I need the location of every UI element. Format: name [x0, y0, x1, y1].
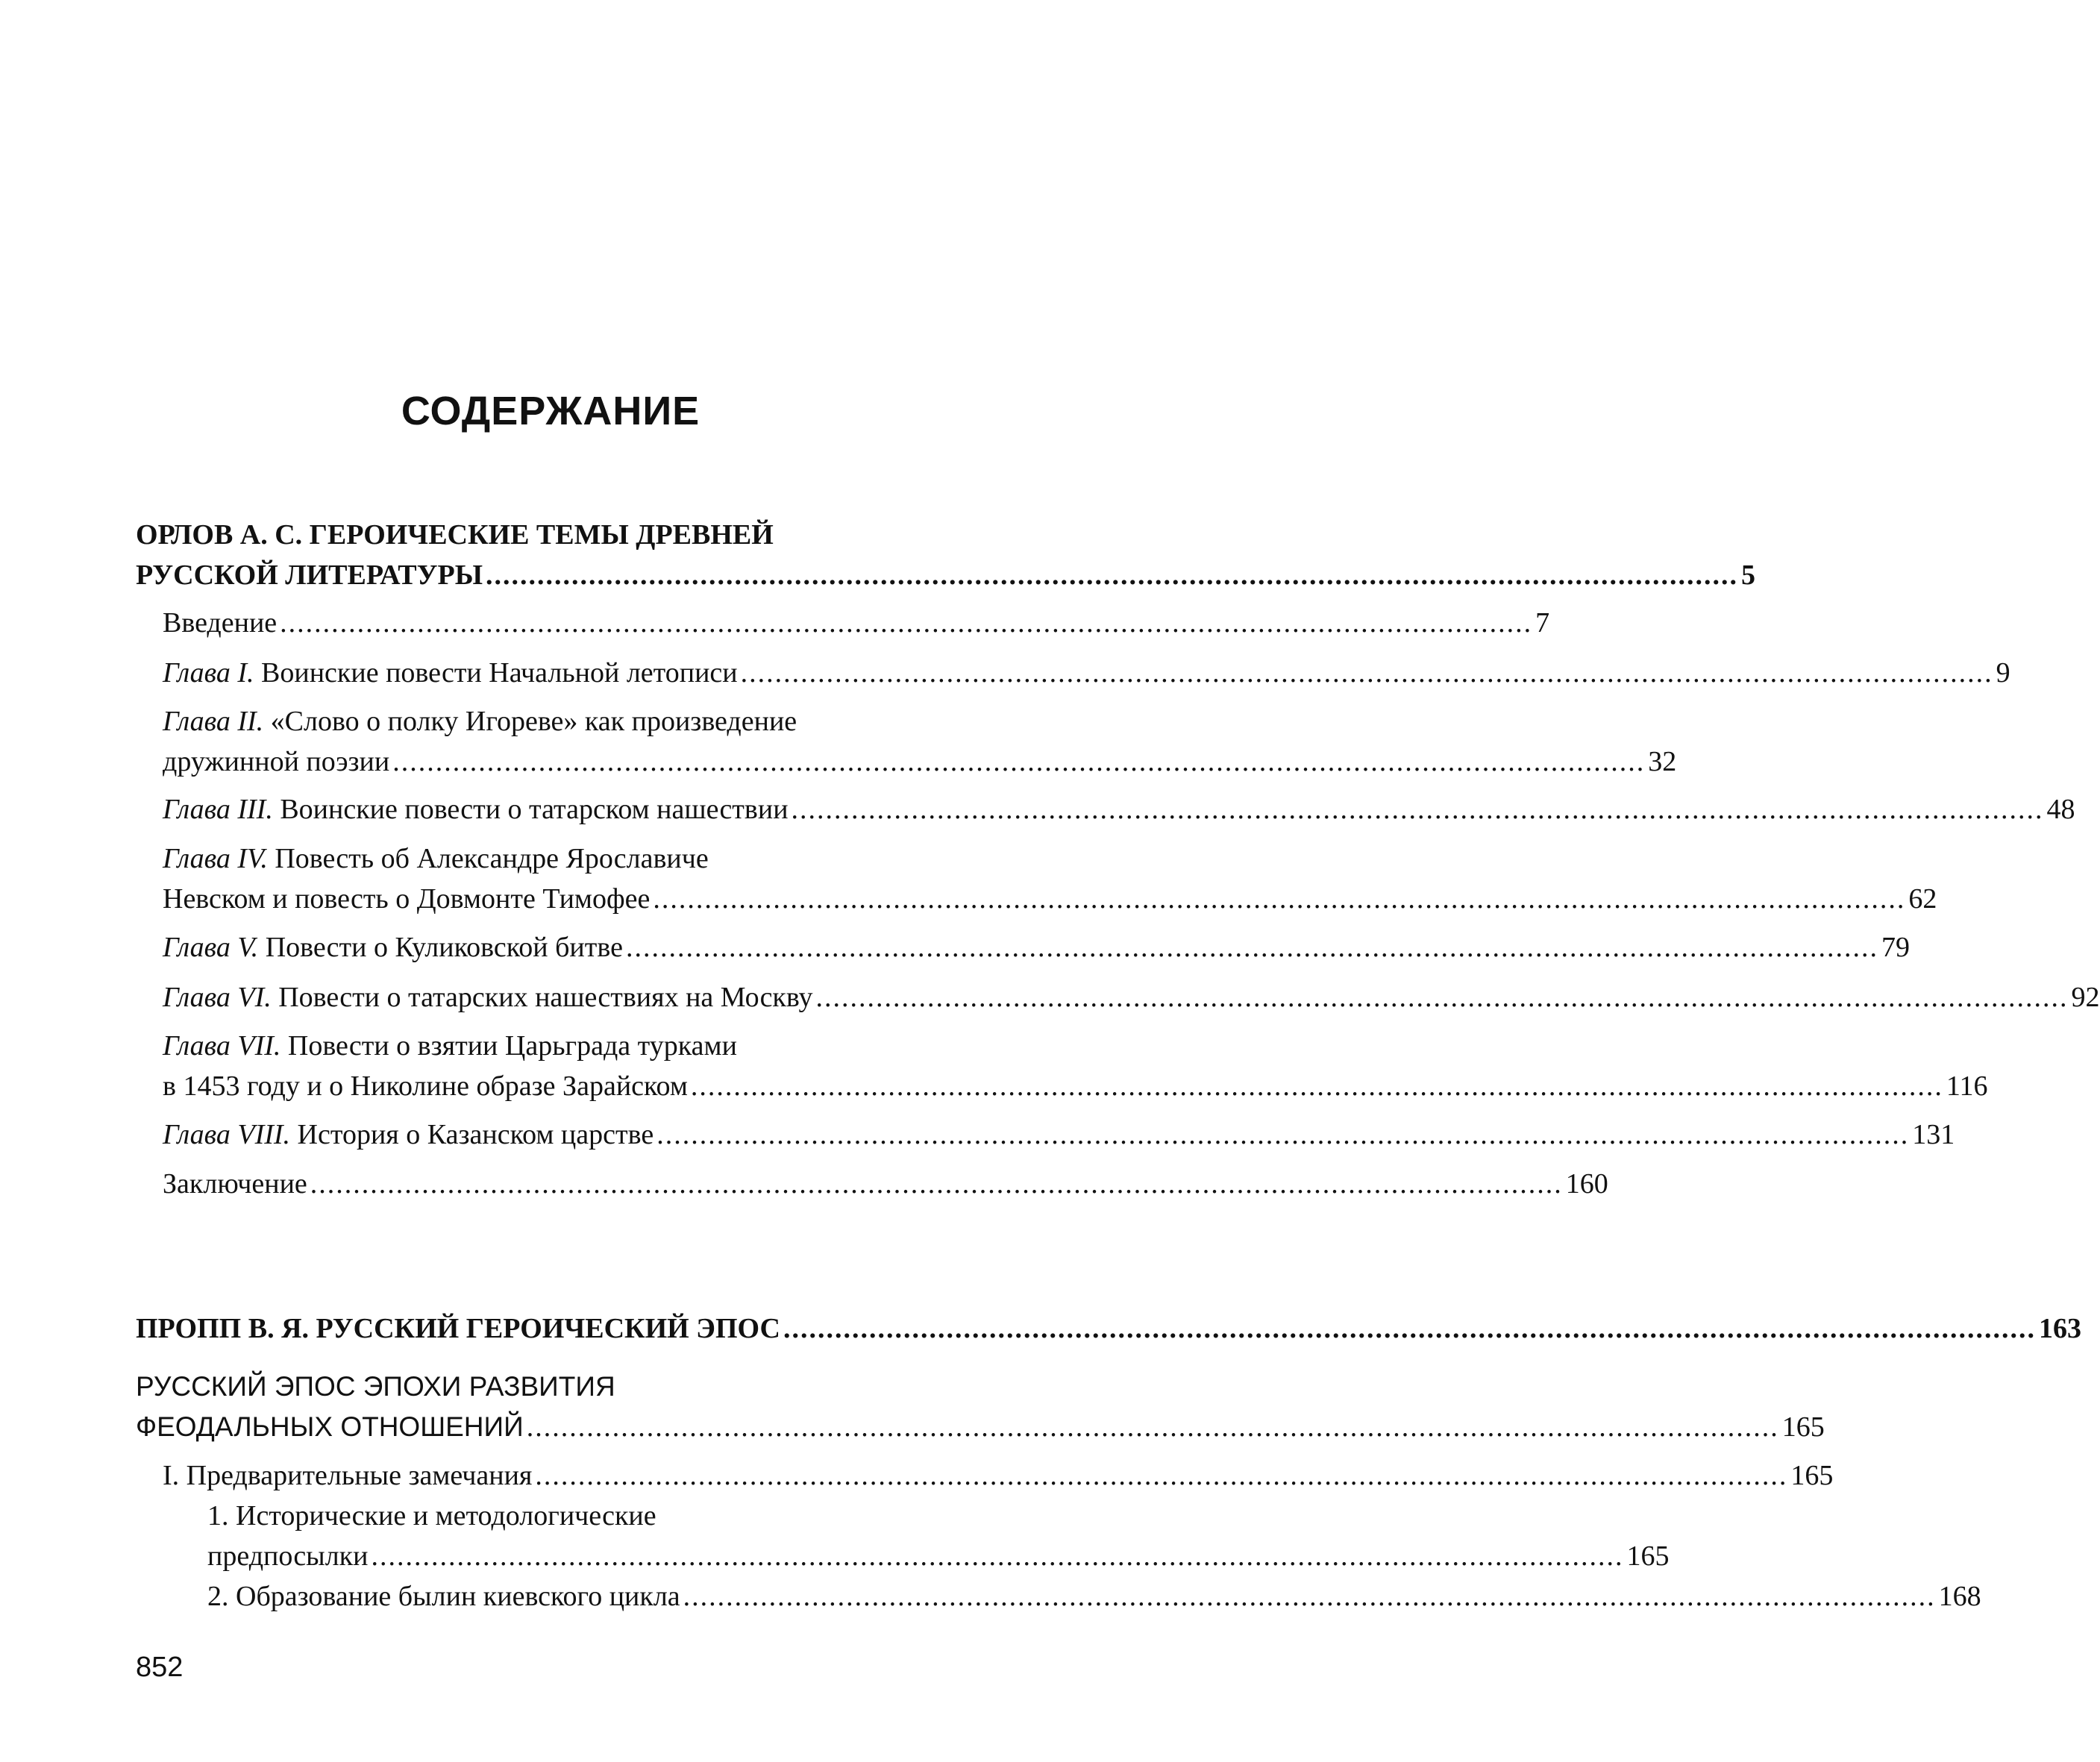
entry-title	[163, 1116, 653, 1153]
entry-title	[163, 654, 738, 692]
toc-entry-chapter-4-line2[interactable]	[163, 880, 1937, 918]
toc-entry-chapter-7-line2[interactable]	[163, 1067, 1988, 1105]
page-number: 160	[1565, 1168, 1608, 1200]
page-number: 9	[1996, 657, 2010, 689]
leader-dots: ..................................................................................................................................................	[625, 932, 1878, 963]
page-number: 165	[1790, 1460, 1834, 1491]
chapter-title: «Слово о полку Игореве» как произведение	[263, 706, 797, 737]
page-number: 79	[1881, 932, 1910, 963]
leader-dots: ..................................................................................................................................................	[310, 1168, 1563, 1200]
leader-dots: ..................................................................................................................................................	[486, 559, 1739, 591]
page-number: 7	[1535, 607, 1550, 639]
page-title: СОДЕРЖАНИЕ	[401, 389, 700, 433]
toc-subentry-1-line2[interactable]	[207, 1537, 1670, 1575]
entry-title	[163, 929, 623, 966]
heading-text: ПРОПП В. Я. РУССКИЙ ГЕРОИЧЕСКИЙ ЭПОС	[136, 1313, 780, 1344]
leader-dots: ..................................................................................................................................................	[815, 982, 2069, 1013]
leader-dots: ..................................................................................................................................................	[656, 1119, 1910, 1150]
entry-title	[163, 979, 813, 1016]
page-number: 116	[1946, 1070, 1988, 1102]
chapter-prefix: Глава V.	[163, 932, 259, 963]
chapter-title-cont: в 1453 году и о Николине образе Зарайском	[163, 1070, 688, 1102]
page-number: 131	[1912, 1119, 1955, 1150]
part-heading-text: ФЕОДАЛЬНЫХ ОТНОШЕНИЙ	[136, 1411, 524, 1442]
chapter-title: Воинские повести Начальной летописи	[254, 657, 738, 689]
chapter-title: Повести о татарских нашествиях на Москву	[271, 982, 813, 1013]
chapter-title-cont: дружинной поэзии	[163, 746, 390, 777]
entry-title: 2. Образование былин киевского цикла	[207, 1581, 680, 1612]
section-heading-orlov-line2[interactable]	[136, 556, 1756, 594]
page-number: 165	[1626, 1540, 1670, 1572]
toc-entry-chapter-5[interactable]	[163, 929, 1910, 966]
toc-subentry-2[interactable]	[207, 1578, 1981, 1615]
part-heading-line2[interactable]	[136, 1408, 1825, 1446]
chapter-prefix: Глава VII.	[163, 1030, 281, 1062]
chapter-prefix: Глава VIII.	[163, 1119, 291, 1150]
toc-entry-chapter-6[interactable]	[163, 979, 2100, 1016]
toc-entry-propp-chapter-1[interactable]	[163, 1457, 1834, 1494]
toc-subentry-1-line1[interactable]: 1. Исторические и методологические	[207, 1500, 656, 1531]
leader-dots: ..................................................................................................................................................	[280, 607, 1533, 639]
toc-entry-chapter-2-line1[interactable]	[163, 703, 988, 740]
page-number: 163	[2038, 1313, 2081, 1344]
toc-entry-chapter-1[interactable]	[163, 654, 2010, 692]
part-heading-line1: РУССКИЙ ЭПОС ЭПОХИ РАЗВИТИЯ	[136, 1371, 615, 1402]
page-folio-number: 852	[136, 1652, 184, 1683]
toc-entry-chapter-3[interactable]	[163, 791, 2075, 828]
entry-title: Введение	[163, 607, 278, 639]
toc-entry-conclusion[interactable]	[163, 1165, 1608, 1203]
chapter-title: Повесть об Александре Ярославиче	[267, 843, 709, 874]
toc-entry-chapter-8[interactable]	[163, 1116, 1955, 1153]
toc-entry-chapter-4-line1[interactable]	[163, 840, 988, 877]
section-heading-orlov-line1: ОРЛОВ А. С. ГЕРОИЧЕСКИЕ ТЕМЫ ДРЕВНЕЙ	[136, 519, 774, 551]
chapter-prefix: Глава II.	[163, 706, 264, 737]
page-number: 5	[1741, 559, 1756, 591]
chapter-title: Повести о Куликовской битве	[258, 932, 623, 963]
section-heading-propp[interactable]	[136, 1310, 2081, 1347]
page-number: 32	[1648, 746, 1677, 777]
chapter-prefix: Глава III.	[163, 794, 273, 825]
leader-dots: ..................................................................................................................................................	[683, 1581, 1936, 1612]
chapter-title: История о Казанском царстве	[290, 1119, 654, 1150]
chapter-prefix: Глава VI.	[163, 982, 272, 1013]
entry-title-cont: предпосылки	[207, 1540, 369, 1572]
toc-entry-introduction[interactable]	[163, 604, 1550, 642]
leader-dots: ..................................................................................................................................................	[783, 1313, 2036, 1344]
chapter-title: Воинские повести о татарском нашествии	[272, 794, 789, 825]
page-number: 165	[1781, 1411, 1825, 1443]
chapter-title: Повести о взятии Царьграда турками	[280, 1030, 737, 1062]
toc-entry-chapter-2-line2[interactable]	[163, 743, 1677, 780]
leader-dots: ..................................................................................................................................................	[371, 1540, 1624, 1572]
heading-text: РУССКОЙ ЛИТЕРАТУРЫ	[136, 559, 483, 591]
page-number: 62	[1908, 883, 1937, 915]
leader-dots: ..................................................................................................................................................	[526, 1411, 1779, 1443]
leader-dots: ..................................................................................................................................................	[535, 1460, 1788, 1491]
leader-dots: ..................................................................................................................................................	[392, 746, 1646, 777]
leader-dots: ..................................................................................................................................................	[653, 883, 1906, 915]
entry-title: Заключение	[163, 1168, 307, 1200]
page-number: 168	[1938, 1581, 1981, 1612]
chapter-prefix: Глава I.	[163, 657, 254, 689]
chapter-prefix: Глава IV.	[163, 843, 268, 874]
leader-dots: ..................................................................................................................................................	[690, 1070, 1943, 1102]
chapter-title-cont: Невском и повесть о Довмонте Тимофее	[163, 883, 651, 915]
leader-dots: ..................................................................................................................................................	[791, 794, 2044, 825]
entry-title: I. Предварительные замечания	[163, 1460, 533, 1491]
page-number: 48	[2046, 794, 2075, 825]
leader-dots: ..................................................................................................................................................	[740, 657, 1993, 689]
page-number: 92	[2071, 982, 2100, 1013]
toc-entry-chapter-7-line1[interactable]	[163, 1027, 988, 1065]
entry-title	[163, 791, 789, 828]
